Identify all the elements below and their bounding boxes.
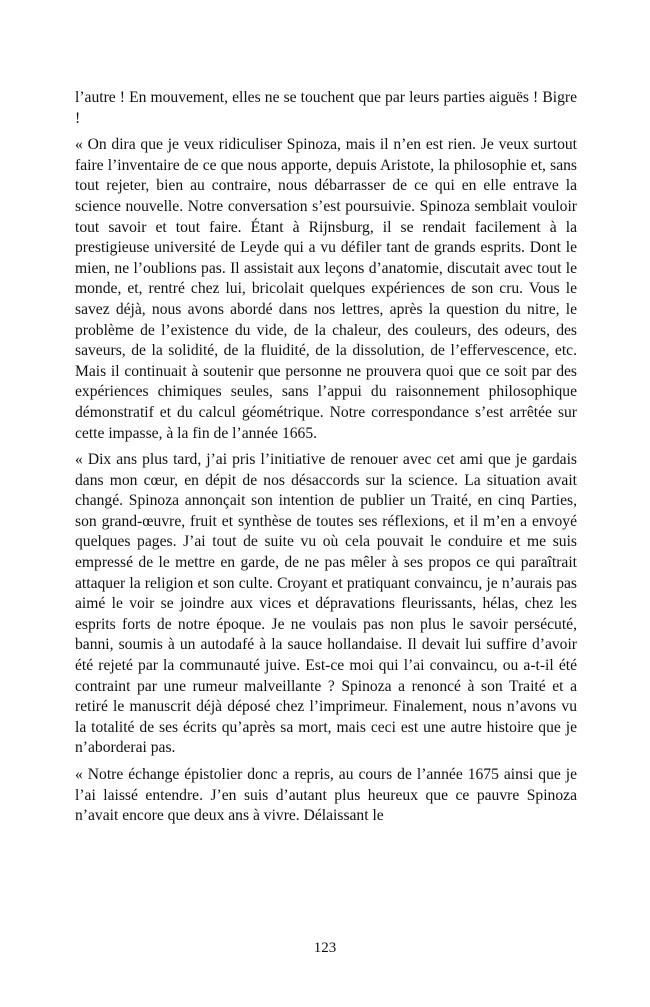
paragraph-3: « Dix ans plus tard, j’ai pris l’initiative de renouer avec cet ami que je gardais dans mon cœur, en dépit de nos désaccords sur la science. La situation avait changé. Spinoza annonçait son intention de publier un Traité, en cinq Parties, son grand-œuvre, fruit et synthèse de toutes ses réflexions, et il m’en a envoyé quelques pages. J’ai tout de suite vu où cela pouvait le conduire et me suis empressé de le mettre en garde, de ne pas mêler à ses propos ce qui paraîtrait attaquer la religion et son culte. Croyant et pratiquant convaincu, je n’aurais pas aimé le voir se joindre aux vices et dépravations fleurissants, hélas, chez les esprits forts de notre époque. Je ne voulais pas non plus le savoir persécuté, banni, soumis à un autodafé à la sauce hollandaise. Il devait lui suffire d’avoir été rejeté par la communauté juive. Est-ce moi qui l’ai convaincu, ou a-t-il été contraint par une rumeur malveillante ? Spinoza a renoncé à son Traité et a retiré le manuscrit déjà déposé chez l’imprimeur. Finalement, nous n’avons vu la totalité de ses écrits qu’après sa mort, mais ceci est une autre histoire que je n’aborderai pas.: [75, 451, 577, 757]
paragraph-2: « On dira que je veux ridiculiser Spinoza, mais il n’en est rien. Je veux surtout faire l’inventaire de ce que nous apporte, depuis Aristote, la philosophie et, sans tout rejeter, bien au contraire, nous débarrasser de ce qui en elle entrave la science nouvelle. Notre conversation s’est poursuivie. Spinoza semblait vouloir tout savoir et tout faire. Étant à Rijnsburg, il se rendait facilement à la prestigieuse université de Leyde qui a vu défiler tant de grands esprits. Dont le mien, ne l’oublions pas. Il assistait aux leçons d’anatomie, discutait avec tout le monde, et, rentré chez lui, bricolait quelques expériences de son cru. Vous le savez déjà, nous avons abordé dans nos lettres, après la question du nitre, le problème de l’existence du vide, de la chaleur, des couleurs, des odeurs, des saveurs, de la solidité, de la fluidité, de la dissolution, de l’effervescence, etc. Mais il continuait à soutenir que personne ne prouvera quoi que ce soit par des expériences chimiques seules, sans l’appui du raisonnement philosophique démonstratif et du calcul géométrique. Notre correspondance s’est arrêtée sur cette impasse, à la fin de l’année 1665.: [75, 136, 577, 442]
page-text: [75, 88, 577, 833]
paragraph-4: « Notre échange épistolier donc a repris, au cours de l’année 1675 ainsi que je l’ai laissé entendre. J’en suis d’autant plus heureux que ce pauvre Spinoza n’avait encore que deux ans à vivre. Délaissant le: [75, 766, 577, 825]
paragraph-1: l’autre ! En mouvement, elles ne se touchent que par leurs parties aiguës ! Bigre !: [75, 89, 577, 127]
page-number: 123: [313, 940, 337, 956]
